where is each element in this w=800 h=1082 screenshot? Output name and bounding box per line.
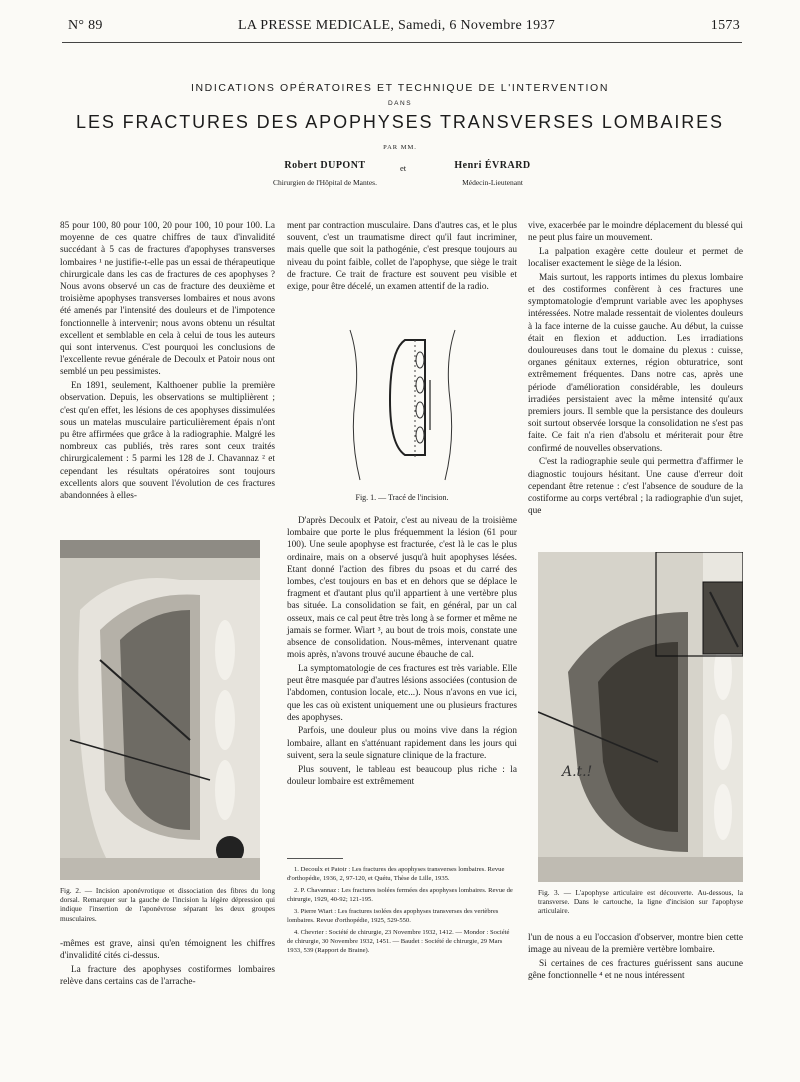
article-title: LES FRACTURES DES APOPHYSES TRANSVERSES LOMBAIRES — [76, 112, 724, 132]
author-1 — [240, 160, 410, 187]
figure-3-annotation: A.t.! — [562, 764, 593, 780]
paragraph: -mêmes est grave, ainsi qu'en témoignent les chiffres d'invalidité cités ci-dessus. — [60, 939, 275, 962]
figure-1-drawing — [330, 320, 470, 485]
author-1-name: Robert DUPONT — [284, 160, 366, 171]
column-2-top — [287, 220, 517, 295]
paragraph: Si certaines de ces fractures guérissent sans aucune gêne fonctionnelle ⁴ et ne nous intéressent — [528, 958, 743, 982]
author-et: et — [400, 163, 407, 173]
column-1-top — [60, 220, 275, 504]
author-2 — [420, 160, 565, 187]
footnote-rule — [287, 858, 343, 859]
paragraph: Plus souvent, le tableau est beaucoup plus riche : la douleur lombaire est extrêmement — [287, 764, 517, 787]
paragraph: l'un de nous a eu l'occasion d'observer, montre bien cette image au niveau de la première vertèbre lombaire. — [528, 933, 743, 956]
paragraph: D'après Decoulx et Patoir, c'est au niveau de la troisième lombaire que porte le plus fréquemment la lésion (61 pour 100). Une seule apophyse est fracturée, c'est là le cas le plus ordinaire, mais on a observé jusqu'à huit apophyses lésées. Etant donné l'action des fibres du psoas et du carré des lombes, c'est toujours en bas et en dehors que se déplace le fragment et d'autant plus qu'il appartient à une vertèbre plus bas située. La consolidation se fait, en général, par un cal osseux, mais ce cal peut être très long à se former et même ne jamais se former. Wiart ³, au bout de trois mois, constate une absence de consolidation. Nous-mêmes, intervenant quatre mois après, n'avons trouvé aucune ébauche de cal. — [287, 516, 517, 661]
footnote: 4. Chevrier : Société de chirurgie, 23 Novembre 1932, 1412. — Mondor : Société de chirurgie, 30 Novembre 1932, 1451. — Baudet : Société de chirurgie, 29 Mars 1933, 539 (Rapport de Braine). — [287, 929, 510, 954]
article-par: PAR MM. — [383, 144, 417, 151]
figure-3-illustration — [538, 552, 743, 882]
paragraph: 85 pour 100, 80 pour 100, 20 pour 100, 10 pour 100. La moyenne de ces quatre chiffres de taux d'invalidité succédant à 5 cas de fractures d'apophyses transverses lombaires ¹ ne justifie-t-elle pas un essai de thérapeutique chirurgicale dans les cas de fractures de ces apophyses ? Nous avons observé un cas de fracture des deuxième et troisième apophyses transverses lombaires et nous avons été amenés par l'intensité des douleurs et de l'impotence fonctionnelle à intervenir; nous avons obtenu un résultat excellent et semblable en cela à celui de tous les auteurs qui sont intervenus. C'est pourquoi les conclusions de l'excellente revue générale de Decoulx et Patoir nous ont semblé un peu pessimistes. — [60, 221, 275, 378]
column-3-bottom — [528, 932, 743, 984]
figure-1-caption: Fig. 1. — Tracé de l'incision. — [355, 493, 449, 502]
journal-line: LA PRESSE MEDICALE, Samedi, 6 Novembre 1937 — [238, 18, 555, 33]
paragraph: Mais surtout, les rapports intimes du plexus lombaire et des costiformes confèrent à ces fractures une symptomatologie d'emprunt variable avec les apophyses intéressées. Notre malade ressentait de violentes douleurs à la face interne de la cuisse gauche. Au début, la cuisse était en flexion et adduction. Les irradiations douloureuses dans tout le domaine du plexus : cuisse, organes génitaux externes, région obturatrice, sont extrêmement fréquentes. Dans notre cas, après une période d'amélioration considérable, les douleurs irradiées persistaient avec la même intensité qu'aux premiers jours. Il semble que la persistance des douleurs soit surtout observée lorsque la consolidation ne s'est pas faite. Ce fait n'a rien d'absolu et mériterait pour être confirmé de nouvelles observations. — [528, 272, 743, 454]
author-2-affil: Médecin-Lieutenant — [462, 178, 523, 187]
column-2-bottom — [287, 515, 517, 789]
article-kicker: INDICATIONS OPÉRATOIRES ET TECHNIQUE DE L'INTERVENTION — [190, 82, 610, 94]
paragraph: ment par contraction musculaire. Dans d'autres cas, et le plus souvent, c'est un traumatisme direct qu'il faut incriminer, mais quelle que soit la pathogénie, c'est presque toujours au niveau du point faible, collet de l'apophyse, que siège le trait de fracture. Ce trait de fracture est souvent peu visible et exige, pour être décelé, un examen attentif de la radio. — [287, 221, 517, 293]
running-header — [68, 18, 740, 38]
paragraph: La symptomatologie de ces fractures est très variable. Elle peut être masquée par d'autres lésions associées (contusion de l'abdomen, contusion locale, etc...). Nous n'avons en vue ici, que les cas où existent uniquement une ou plusieurs fractures des apophyses. — [287, 663, 517, 723]
footnotes — [287, 865, 517, 958]
paragraph: vive, exacerbée par le moindre déplacement du blessé qui ne peut plus faire un mouvement. — [528, 221, 743, 244]
issue-number: N° 89 — [68, 18, 103, 33]
figure-2-caption: Fig. 2. — Incision aponévrotique et dissociation des fibres du long dorsal. Remarquer sur la gauche de l'incision la légère dépression qui indique l'insertion de l'aponévrose séparant les deux groupes musculaires. — [60, 886, 275, 923]
paragraph: La palpation exagère cette douleur et permet de localiser exactement le siège de la lésion. — [528, 246, 743, 270]
paragraph: Parfois, une douleur plus ou moins vive dans la région lombaire, allant en s'atténuant rapidement dans les jours qui suivent, sera la seule signature clinique de la fracture. — [287, 726, 517, 761]
header-rule — [62, 42, 742, 43]
article-dans: DANS — [387, 100, 413, 107]
paragraph: C'est la radiographie seule qui permettra d'affirmer le diagnostic toujours hésitant. Une cause d'erreur doit cependant être retenue : c'est l'absence de soudure de la costiforme au corps vertébral ; la radiographie d'un sujet, que — [528, 457, 743, 517]
author-1-affil: Chirurgien de l'Hôpital de Mantes. — [273, 178, 377, 187]
column-1-bottom — [60, 938, 275, 990]
paragraph: En 1891, seulement, Kalthoener publie la première observation. Depuis, les observations se multiplièrent ; c'est qu'en effet, les lésions de ces apophyses dissimulées sous un matelas musculaire particulièrement épais n'ont pu être affirmées que grâce à la radiographie. Malgré les nombreux cas publiés, très rares sont ceux traités chirurgicalement : 5 parmi les 128 de J. Chavannaz ² et cependant les résultats opératoires sont toujours excellents alors que souvent l'évolution de ces fractures abandonnées à elles- — [60, 381, 275, 501]
author-2-name: Henri ÉVRARD — [454, 160, 531, 171]
page-number: 1573 — [710, 18, 740, 33]
figure-3-caption: Fig. 3. — L'apophyse articulaire est découverte. Au-dessous, la transverse. Dans le cartouche, la ligne d'incision sur l'apophyse articulaire. — [538, 888, 743, 916]
footnote: 1. Decoulx et Patoir : Les fractures des apophyses transverses lombaires. Revue d'orthopédie, 1936, 2, 97-120, et Quétu, Thèse de Lille, 1935. — [287, 866, 505, 882]
footnote: 2. P. Chavannaz : Les fractures isolées fermées des apophyses lombaires. Revue de chirurgie, 1929, 40-92; 121-195. — [287, 887, 513, 903]
figure-2-illustration — [60, 540, 260, 880]
footnote: 3. Pierre Wiart : Les fractures isolées des apophyses transverses des vertèbres lombaires. Revue d'orthopédie, 1925, 529-550. — [287, 908, 499, 924]
paragraph: La fracture des apophyses costiformes lombaires relève dans certains cas de l'arrache- — [60, 964, 275, 988]
column-3-top — [528, 220, 743, 519]
